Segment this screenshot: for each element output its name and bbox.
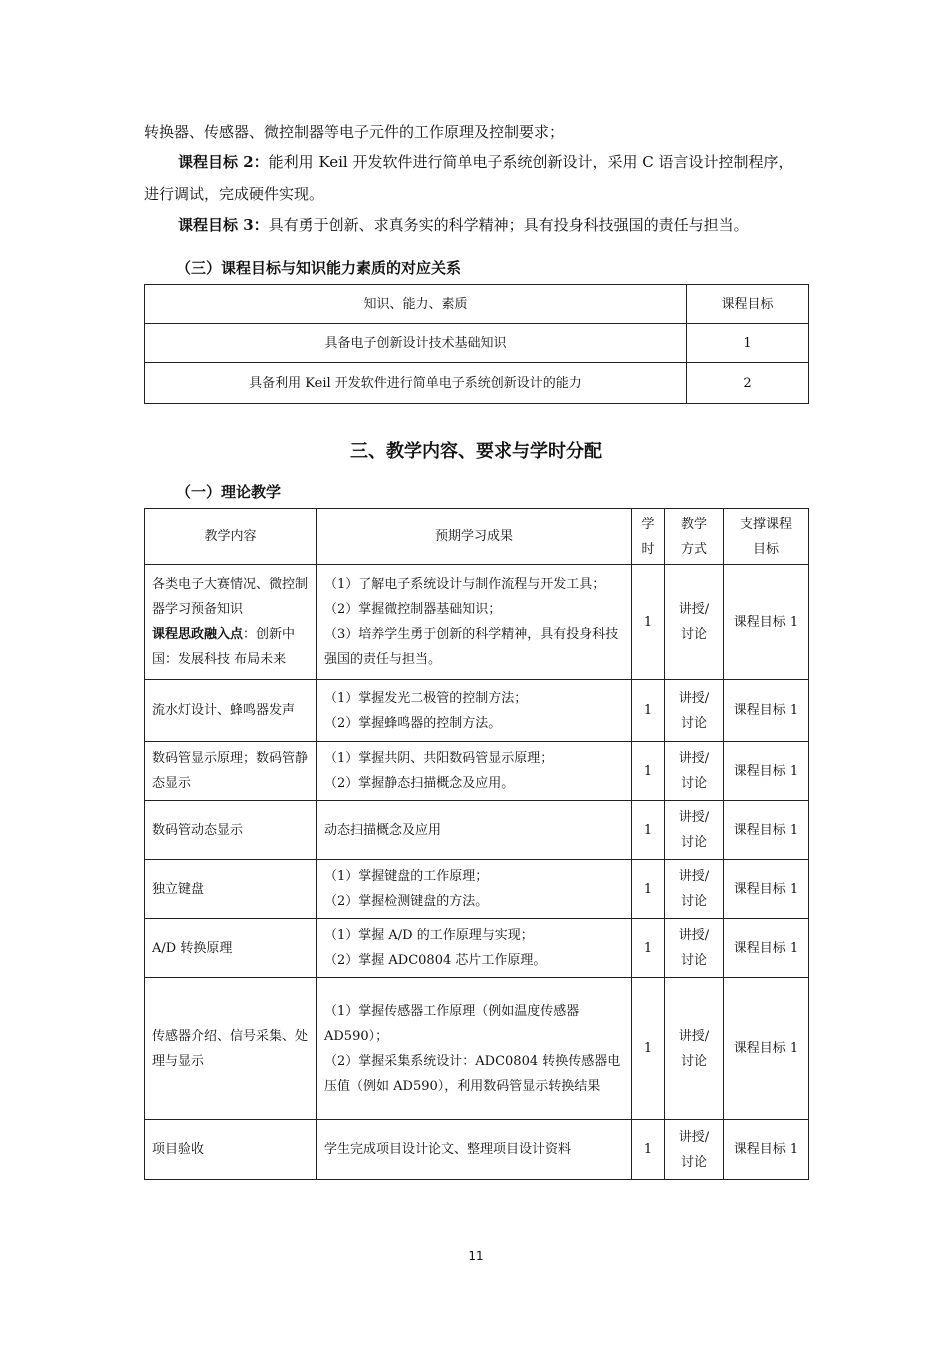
content-cell: 独立键盘 — [145, 860, 317, 919]
content-cell: 传感器介绍、信号采集、处理与显示 — [145, 978, 317, 1120]
method-cell: 讲授/讨论 — [665, 565, 724, 680]
content-cell: 流水灯设计、蜂鸣器发声 — [145, 680, 317, 742]
content-cell — [145, 565, 317, 680]
outcome-cell: 动态扫描概念及应用 — [317, 801, 632, 860]
outcome-cell — [317, 680, 632, 742]
hours-cell: 1 — [632, 978, 665, 1120]
outcome-line: （1）了解电子系统设计与制作流程与开发工具； — [324, 577, 606, 592]
method-cell: 讲授/讨论 — [665, 919, 724, 978]
method-cell: 讲授/讨论 — [665, 978, 724, 1120]
hours-cell: 1 — [632, 801, 665, 860]
goal-cell: 课程目标 1 — [724, 860, 809, 919]
section-title: 三、教学内容、要求与学时分配 — [350, 441, 602, 462]
hours-cell: 1 — [632, 742, 665, 801]
table-row — [145, 860, 809, 919]
table-row — [145, 324, 809, 363]
hours-cell: 1 — [632, 565, 665, 680]
outcome-line: （1）掌握传感器工作原理（例如温度传感器 AD590）； — [324, 1003, 580, 1044]
table-row — [145, 680, 809, 742]
table-row — [145, 363, 809, 404]
outcome-line: （1）掌握共阴、共阳数码管显示原理； — [324, 751, 554, 766]
theory-table — [144, 508, 809, 1180]
goal-cell: 课程目标 1 — [724, 801, 809, 860]
header-method: 教学方式 — [665, 509, 724, 565]
outcome-line: （3）培养学生勇于创新的科学精神，具有投身科技强国的责任与担当。 — [324, 627, 619, 667]
method-cell: 讲授/讨论 — [665, 801, 724, 860]
hours-cell: 1 — [632, 1120, 665, 1180]
goal-cell: 课程目标 1 — [724, 978, 809, 1120]
header-content: 教学内容 — [145, 509, 317, 565]
outcome-cell — [317, 919, 632, 978]
table-row — [145, 742, 809, 801]
outcome-cell — [317, 565, 632, 680]
outcome-line: （1）掌握发光二极管的控制方法； — [324, 690, 528, 706]
mapping-header-cell: 知识、能力、素质 — [145, 285, 687, 324]
hours-cell: 1 — [632, 860, 665, 919]
outcome-line: （1）掌握键盘的工作原理； — [324, 869, 489, 884]
method-cell: 讲授/讨论 — [665, 1120, 724, 1180]
method-cell: 讲授/讨论 — [665, 860, 724, 919]
outcome-cell: 学生完成项目设计论文、整理项目设计资料 — [317, 1120, 632, 1180]
outcome-line: （2）掌握微控制器基础知识； — [324, 602, 502, 617]
header-goal: 支撑课程目标 — [724, 509, 809, 565]
mapping-header-cell: 课程目标 — [687, 285, 809, 324]
ideology-point-label: 课程思政融入点 — [152, 627, 244, 642]
table-row — [145, 565, 809, 680]
goal-cell: 课程目标 1 — [724, 565, 809, 680]
table-row — [145, 801, 809, 860]
theory-header-row — [145, 509, 809, 565]
header-hours: 学时 — [632, 509, 665, 565]
page-number: 11 — [468, 1249, 484, 1263]
course-goal-3-text: 具有勇于创新、求真务实的科学精神；具有投身科技强国的责任与担当。 — [268, 216, 749, 234]
goal-cell: 课程目标 1 — [724, 919, 809, 978]
outcome-cell — [317, 742, 632, 801]
content-cell: A/D 转换原理 — [145, 919, 317, 978]
course-goal-2-text: 能利用 Keil 开发软件进行简单电子系统创新设计，采用 C 语言设计控制程序，进行调试，完成硬件实现。 — [144, 153, 794, 203]
goal-cell: 课程目标 1 — [724, 1120, 809, 1180]
course-goal-2-label: 课程目标 2： — [178, 153, 269, 171]
mapping-table — [144, 284, 809, 404]
mapping-cell: 具备利用 Keil 开发软件进行简单电子系统创新设计的能力 — [145, 363, 687, 404]
content-cell: 项目验收 — [145, 1120, 317, 1180]
outcome-line: （2）掌握 ADC0804 芯片工作原理。 — [324, 953, 547, 968]
mapping-cell: 2 — [687, 363, 809, 404]
ideology-point-text: ：创新中国：发展科技 布局未来 — [152, 627, 296, 667]
outcome-line: （2）掌握静态扫描概念及应用。 — [324, 776, 515, 791]
intro-line-text: 转换器、传感器、微控制器等电子元件的工作原理及控制要求； — [144, 123, 565, 141]
outcome-cell — [317, 860, 632, 919]
outcome-line: （2）掌握蜂鸣器的控制方法。 — [324, 715, 502, 731]
header-outcome: 预期学习成果 — [317, 509, 632, 565]
hours-cell: 1 — [632, 919, 665, 978]
outcome-line: （2）掌握检测键盘的方法。 — [324, 894, 489, 909]
table-row — [145, 919, 809, 978]
outcome-cell — [317, 978, 632, 1120]
mapping-header-row — [145, 285, 809, 324]
table-row — [145, 1120, 809, 1180]
mapping-cell: 具备电子创新设计技术基础知识 — [145, 324, 687, 363]
method-cell: 讲授/讨论 — [665, 680, 724, 742]
outcome-line: （1）掌握 A/D 的工作原理与实现； — [324, 928, 534, 943]
mapping-heading: （三）课程目标与知识能力素质的对应关系 — [176, 259, 462, 277]
content-cell: 数码管显示原理；数码管静态显示 — [145, 742, 317, 801]
outcome-line: （2）掌握采集系统设计：ADC0804 转换传感器电压值（例如 AD590），利用数码管显示转换结果 — [324, 1053, 621, 1094]
content-cell: 数码管动态显示 — [145, 801, 317, 860]
goal-cell: 课程目标 1 — [724, 680, 809, 742]
course-goal-3 — [144, 209, 808, 241]
intro-line — [144, 116, 808, 148]
method-cell: 讲授/讨论 — [665, 742, 724, 801]
hours-cell: 1 — [632, 680, 665, 742]
course-goal-3-label: 课程目标 3： — [178, 216, 269, 234]
goal-cell: 课程目标 1 — [724, 742, 809, 801]
mapping-cell: 1 — [687, 324, 809, 363]
theory-heading: （一）理论教学 — [176, 483, 282, 501]
course-goal-2 — [144, 146, 808, 210]
content-text: 各类电子大赛情况、微控制器学习预备知识 — [152, 577, 309, 617]
table-row — [145, 978, 809, 1120]
